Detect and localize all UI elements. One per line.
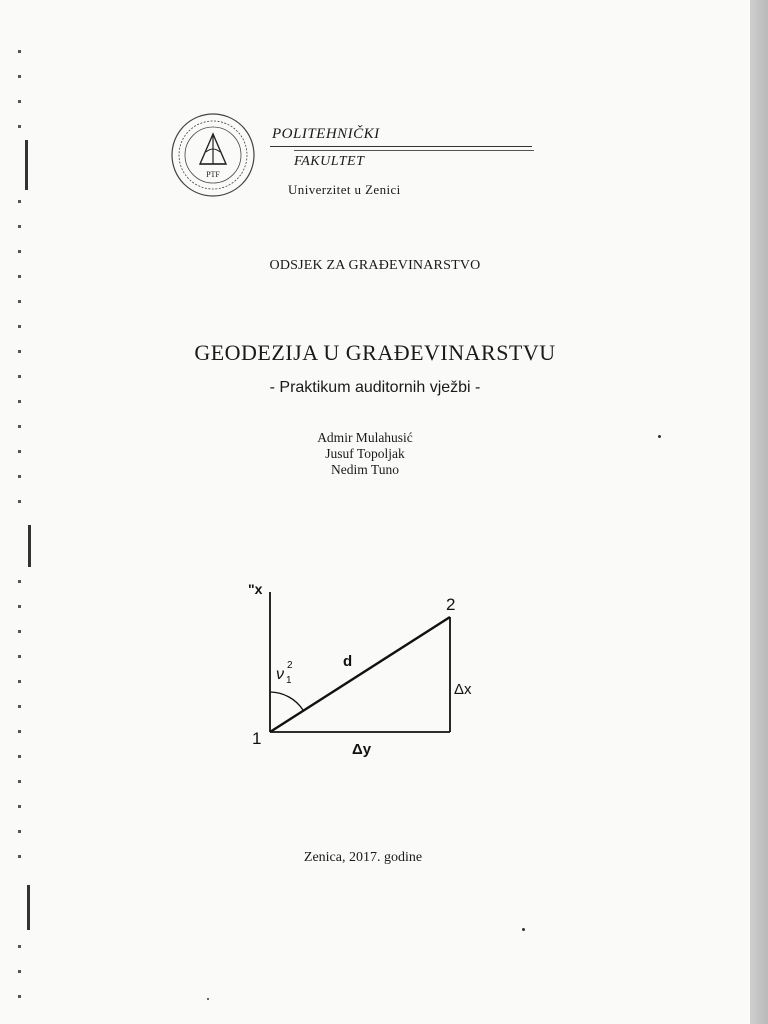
angle-arc	[270, 692, 303, 710]
institution-name-line2: FAKULTET	[294, 154, 365, 169]
institution-name-line1: POLITEHNIČKI	[272, 126, 380, 142]
page-title: GEODEZIJA U GRAĐEVINARSTVU	[194, 340, 556, 365]
publication-place-year: Zenica, 2017. godine	[303, 850, 423, 865]
university-seal-icon	[170, 112, 256, 198]
author-name: Jusuf Topoljak	[325, 446, 405, 461]
point-end-label: 2	[446, 595, 456, 614]
delta-x-label: Δx	[454, 681, 472, 698]
page-edge-shadow	[750, 0, 768, 1024]
scan-speck	[522, 928, 525, 931]
author-name: Admir Mulahusić	[317, 430, 413, 445]
institution-header	[170, 112, 550, 212]
distance-label: d	[343, 653, 353, 670]
author-list	[0, 430, 730, 478]
page-subtitle: - Praktikum auditornih vježbi -	[269, 379, 481, 396]
delta-y-label: Δy	[352, 741, 372, 758]
scan-speck	[207, 998, 209, 1000]
author-name: Nedim Tuno	[331, 462, 399, 477]
coordinate-diagram	[230, 570, 530, 790]
scan-speck	[658, 435, 661, 438]
distance-line	[270, 617, 450, 732]
university-name: Univerzitet u Zenici	[288, 182, 401, 197]
header-rule	[294, 150, 534, 151]
angle-superscript: 2	[287, 660, 293, 671]
binding-holes	[0, 0, 40, 1024]
angle-subscript: 1	[286, 675, 292, 686]
point-start-label: 1	[252, 729, 262, 748]
x-axis-label: "x	[248, 581, 263, 597]
department-heading: ODSJEK ZA GRAĐEVINARSTVO	[269, 258, 481, 273]
seal-lettering: PTF	[206, 170, 220, 179]
angle-symbol: ν	[276, 666, 284, 683]
header-rule	[270, 146, 532, 147]
